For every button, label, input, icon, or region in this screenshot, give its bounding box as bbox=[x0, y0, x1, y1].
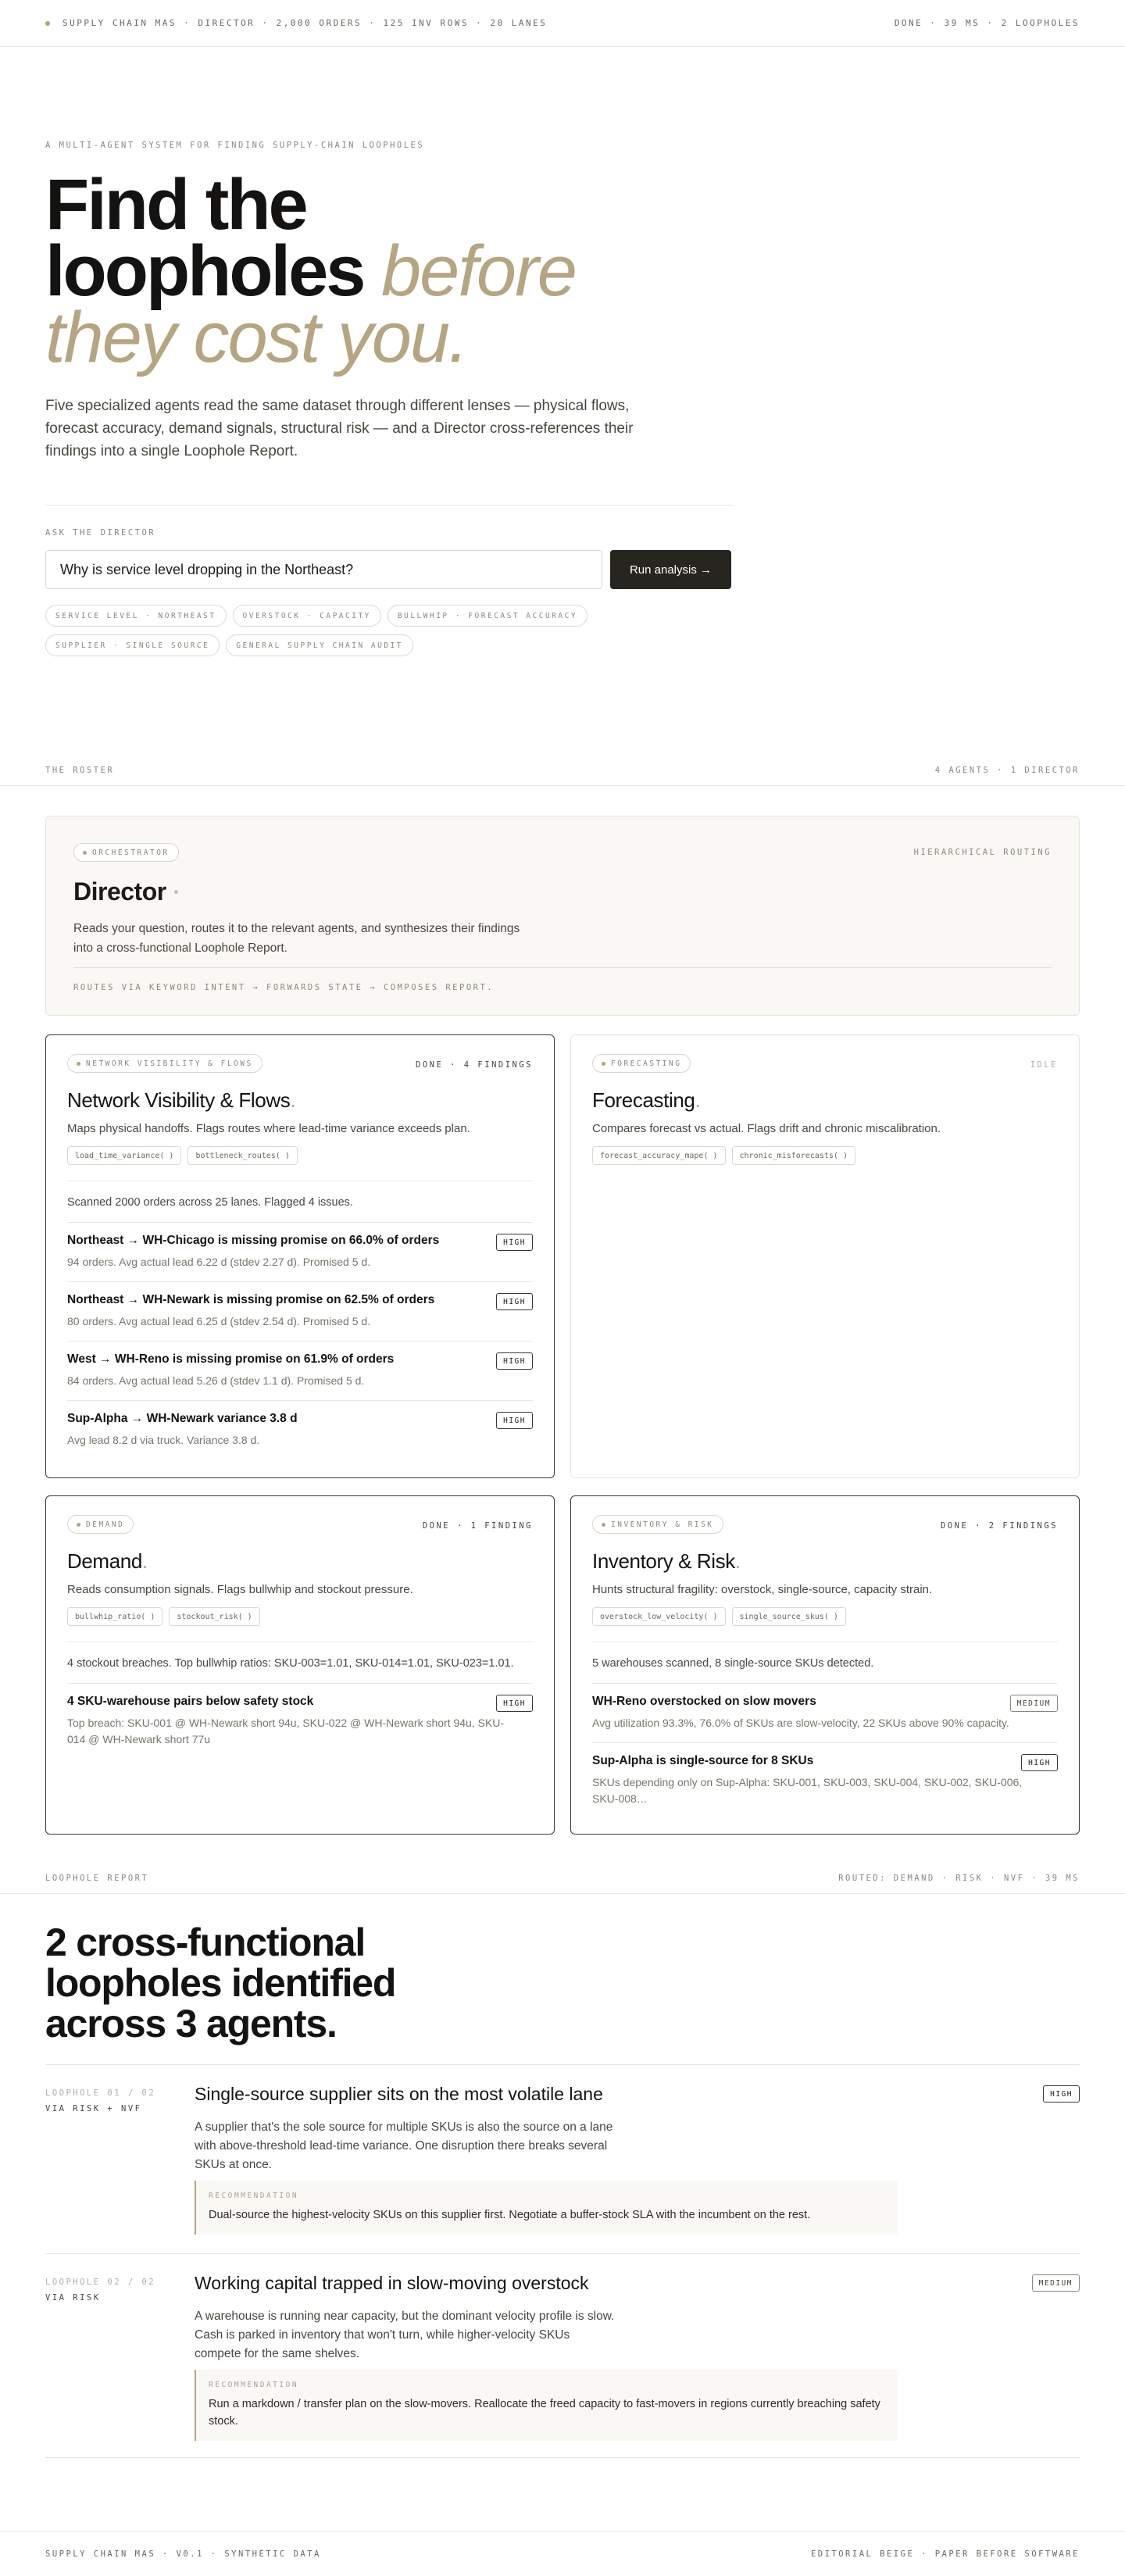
pill-dot-icon bbox=[602, 1523, 605, 1527]
agent-status: DONE · 1 FINDING bbox=[422, 1521, 533, 1531]
severity-badge: HIGH bbox=[1043, 2085, 1080, 2103]
tool-tag: bullwhip_ratio( ) bbox=[67, 1607, 162, 1626]
finding-item bbox=[67, 1281, 533, 1330]
hero-title-accent1: before bbox=[381, 231, 576, 311]
divider bbox=[45, 505, 733, 506]
tool-tag: forecast_accuracy_mape( ) bbox=[592, 1146, 726, 1165]
finding-body: SKUs depending only on Sup-Alpha: SKU-001, SKU-003, SKU-004, SKU-002, SKU-006, SKU-008… bbox=[592, 1776, 1023, 1805]
tool-tag: bottleneck_routes( ) bbox=[188, 1146, 297, 1165]
loophole-via: VIA RISK bbox=[45, 2293, 101, 2303]
pill-dot-icon bbox=[83, 851, 87, 855]
agent-summary: 4 stockout breaches. Top bullwhip ratios: SKU-003=1.01, SKU-014=1.01, SKU-023=1.01. bbox=[67, 1657, 514, 1670]
finding-body: Top breach: SKU-001 @ WH-Newark short 94u, SKU-022 @ WH-Newark short 94u, SKU-014 @ WH-Newark short 77u bbox=[67, 1717, 505, 1745]
agent-name-text: Network Visibility & Flows bbox=[67, 1088, 291, 1112]
agent-card-demand[interactable] bbox=[45, 1495, 555, 1835]
hero-title bbox=[45, 165, 748, 377]
run-analysis-button[interactable]: Run analysis → bbox=[610, 550, 731, 589]
agent-name: Network Visibility & Flows. bbox=[67, 1088, 296, 1112]
agent-card-inventory[interactable] bbox=[570, 1495, 1080, 1835]
orchestrator-pill-label: ORCHESTRATOR bbox=[92, 848, 170, 857]
agent-tools bbox=[592, 1146, 1058, 1165]
recommendation-label: RECOMMENDATION bbox=[209, 2192, 299, 2200]
loophole-title: Single-source supplier sits on the most volatile lane bbox=[195, 2084, 603, 2104]
severity-badge: MEDIUM bbox=[1010, 1695, 1058, 1712]
agent-pill-label: DEMAND bbox=[86, 1520, 125, 1529]
divider bbox=[45, 2457, 1080, 2458]
report-routed: ROUTED: DEMAND · RISK · NVF · 39 MS bbox=[838, 1873, 1080, 1883]
agent-tools bbox=[592, 1607, 1058, 1626]
agent-pill bbox=[592, 1515, 723, 1534]
pill-dot-icon bbox=[77, 1523, 80, 1527]
director-routing: HIERARCHICAL ROUTING bbox=[913, 848, 1052, 857]
finding-body: Avg utilization 93.3%, 76.0% of SKUs are slow-velocity, 22 SKUs above 90% capacity. bbox=[592, 1717, 1009, 1729]
agent-pill-label: FORECASTING bbox=[611, 1059, 682, 1068]
director-title bbox=[73, 877, 1052, 906]
agent-name-text: Forecasting bbox=[592, 1088, 695, 1112]
agent-summary: Scanned 2000 orders across 25 lanes. Flagged 4 issues. bbox=[67, 1196, 353, 1209]
orchestrator-pill bbox=[73, 843, 179, 862]
agent-description: Compares forecast vs actual. Flags drift and chronic miscalibration. bbox=[592, 1122, 941, 1135]
recommendation-text: Dual-source the highest-velocity SKUs on this supplier first. Negotiate a buffer-stock SLA with the incumbent on the rest. bbox=[209, 2209, 811, 2221]
finding-body: Avg lead 8.2 d via truck. Variance 3.8 d. bbox=[67, 1434, 260, 1446]
director-card bbox=[45, 816, 1080, 1016]
roster-count: 4 AGENTS · 1 DIRECTOR bbox=[934, 765, 1080, 775]
finding-title: Sup-Alpha → WH-Newark variance 3.8 d bbox=[67, 1412, 298, 1425]
status-dot-icon bbox=[45, 21, 50, 26]
finding-title: West → WH-Reno is missing promise on 61.9% of orders bbox=[67, 1352, 395, 1366]
loophole-number: LOOPHOLE 01 / 02 bbox=[45, 2088, 156, 2098]
finding-title: WH-Reno overstocked on slow movers bbox=[592, 1695, 816, 1708]
severity-badge: HIGH bbox=[496, 1234, 533, 1251]
hero-eyebrow: A MULTI-AGENT SYSTEM FOR FINDING SUPPLY-CHAIN LOOPHOLES bbox=[45, 141, 425, 150]
report-header bbox=[0, 1863, 1125, 1894]
finding-body: 94 orders. Avg actual lead 6.22 d (stdev 2.27 d). Promised 5 d. bbox=[67, 1256, 371, 1268]
recommendation-text: Run a markdown / transfer plan on the slow-movers. Reallocate the freed capacity to fast-movers in regions currently breaching safety stock. bbox=[209, 2398, 880, 2428]
tool-tag: single_source_skus( ) bbox=[732, 1607, 846, 1626]
chip-general-audit[interactable]: GENERAL SUPPLY CHAIN AUDIT bbox=[226, 634, 413, 656]
agent-name: Inventory & Risk. bbox=[592, 1549, 741, 1573]
agent-tools bbox=[67, 1607, 533, 1626]
severity-badge: HIGH bbox=[496, 1412, 533, 1429]
preset-chips bbox=[45, 605, 733, 656]
finding-item bbox=[67, 1683, 533, 1748]
tool-tag: overstock_low_velocity( ) bbox=[592, 1607, 726, 1626]
loophole-body: A warehouse is running near capacity, but the dominant velocity profile is slow. Cash is parked in inventory that won't turn, while higher-velocity SKUs compete for the same shelves. bbox=[195, 2310, 615, 2360]
severity-badge: HIGH bbox=[496, 1293, 533, 1310]
agent-card-nvf[interactable] bbox=[45, 1034, 555, 1478]
agent-description: Reads consumption signals. Flags bullwhip and stockout pressure. bbox=[67, 1583, 413, 1596]
hero bbox=[45, 141, 748, 650]
agent-status: DONE · 2 FINDINGS bbox=[941, 1521, 1058, 1531]
finding-item bbox=[592, 1683, 1058, 1731]
agent-summary: 5 warehouses scanned, 8 single-source SKUs detected. bbox=[592, 1657, 874, 1670]
agent-tools bbox=[67, 1146, 533, 1165]
agent-name-text: Demand bbox=[67, 1549, 142, 1573]
finding-title: 4 SKU-warehouse pairs below safety stock bbox=[67, 1695, 314, 1708]
agent-pill bbox=[67, 1515, 134, 1534]
recommendation-label: RECOMMENDATION bbox=[209, 2381, 299, 2389]
severity-badge: MEDIUM bbox=[1032, 2274, 1080, 2292]
severity-badge: HIGH bbox=[1021, 1754, 1058, 1771]
finding-item bbox=[67, 1341, 533, 1389]
loophole-body: A supplier that's the sole source for multiple SKUs is also the source on a lane with above-threshold lead-time variance. One disruption there breaks several SKUs at once. bbox=[195, 2120, 613, 2171]
divider bbox=[73, 967, 1052, 968]
finding-title: Northeast → WH-Newark is missing promise on 62.5% of orders bbox=[67, 1293, 435, 1306]
pill-dot-icon bbox=[602, 1062, 605, 1066]
agent-pill-label: INVENTORY & RISK bbox=[611, 1520, 714, 1529]
agent-pill bbox=[67, 1054, 262, 1073]
agent-status: IDLE bbox=[1030, 1060, 1058, 1070]
ask-label: ASK THE DIRECTOR bbox=[45, 528, 156, 538]
report-label: LOOPHOLE REPORT bbox=[45, 1873, 149, 1883]
agent-description: Maps physical handoffs. Flags routes where lead-time variance exceeds plan. bbox=[67, 1122, 470, 1135]
director-description: Reads your question, routes it to the relevant agents, and synthesizes their findings into a cross-functional Loophole Report. bbox=[73, 922, 520, 955]
loophole-item bbox=[45, 2064, 1080, 2253]
tool-tag: chronic_misforecasts( ) bbox=[732, 1146, 855, 1165]
pill-dot-icon bbox=[77, 1062, 80, 1066]
finding-item bbox=[592, 1742, 1058, 1807]
run-status: DONE · 39 MS · 2 LOOPHOLES bbox=[894, 18, 1080, 28]
footer-right: EDITORIAL BEIGE · PAPER BEFORE SOFTWARE bbox=[810, 2549, 1080, 2559]
tool-tag: load_time_variance( ) bbox=[67, 1146, 181, 1165]
top-bar bbox=[0, 0, 1125, 47]
recommendation bbox=[195, 2370, 898, 2441]
loophole-via: VIA RISK + NVF bbox=[45, 2104, 142, 2113]
finding-item bbox=[67, 1400, 533, 1449]
finding-body: 84 orders. Avg actual lead 5.26 d (stdev 1.1 d). Promised 5 d. bbox=[67, 1374, 365, 1387]
agent-pill bbox=[592, 1054, 691, 1073]
loophole-meta bbox=[45, 2085, 155, 2117]
question-input[interactable]: Why is service level dropping in the Northeast? bbox=[45, 550, 602, 589]
chip-supplier[interactable]: SUPPLIER · SINGLE SOURCE bbox=[45, 634, 220, 656]
agent-card-forecasting[interactable] bbox=[570, 1034, 1080, 1478]
agent-status: DONE · 4 FINDINGS bbox=[416, 1060, 533, 1070]
finding-body: 80 orders. Avg actual lead 6.25 d (stdev 2.54 d). Promised 5 d. bbox=[67, 1315, 371, 1327]
top-bar-summary: SUPPLY CHAIN MAS · DIRECTOR · 2,000 ORDERS · 125 INV ROWS · 20 LANES bbox=[62, 18, 548, 28]
agent-name-text: Inventory & Risk bbox=[592, 1549, 735, 1573]
chip-service-level[interactable]: SERVICE LEVEL · NORTHEAST bbox=[45, 605, 227, 627]
footer bbox=[0, 2531, 1125, 2576]
hero-title-accent2: they cost you. bbox=[45, 298, 467, 377]
loophole-title: Working capital trapped in slow-moving overstock bbox=[195, 2273, 589, 2293]
finding-item bbox=[67, 1222, 533, 1270]
finding-title: Sup-Alpha is single-source for 8 SKUs bbox=[592, 1754, 814, 1767]
agent-pill-label: NETWORK VISIBILITY & FLOWS bbox=[86, 1059, 253, 1068]
loophole-number: LOOPHOLE 02 / 02 bbox=[45, 2278, 156, 2287]
report-title: 2 cross-functional loopholes identified across 3 agents. bbox=[45, 1920, 396, 2045]
director-routes: ROUTES VIA KEYWORD INTENT → FORWARDS STATE → COMPOSES REPORT. bbox=[73, 983, 495, 992]
status-dot-icon bbox=[174, 890, 178, 894]
loophole-meta bbox=[45, 2274, 155, 2306]
severity-badge: HIGH bbox=[496, 1695, 533, 1712]
roster-header bbox=[0, 755, 1125, 786]
severity-badge: HIGH bbox=[496, 1352, 533, 1370]
tool-tag: stockout_risk( ) bbox=[169, 1607, 259, 1626]
hero-title-line1: Find the bbox=[45, 165, 306, 245]
agent-description: Hunts structural fragility: overstock, single-source, capacity strain. bbox=[592, 1583, 933, 1596]
agent-name: Demand. bbox=[67, 1549, 148, 1573]
director-title-text: Director bbox=[73, 877, 166, 906]
agent-name: Forecasting. bbox=[592, 1088, 701, 1112]
loophole-item bbox=[45, 2253, 1080, 2458]
roster-label: THE ROSTER bbox=[45, 765, 115, 775]
finding-title: Northeast → WH-Chicago is missing promise on 66.0% of orders bbox=[67, 1234, 440, 1247]
hero-lede: Five specialized agents read the same dataset through different lenses — physical flows, forecast accuracy, demand signals, structural risk — and a Director cross-references their findings into a single Loophole Report. bbox=[45, 398, 634, 459]
hero-title-line2: loopholes bbox=[45, 231, 364, 311]
chip-overstock[interactable]: OVERSTOCK · CAPACITY bbox=[233, 605, 381, 627]
footer-left: SUPPLY CHAIN MAS · V0.1 · SYNTHETIC DATA bbox=[45, 2549, 321, 2559]
chip-bullwhip[interactable]: BULLWHIP · FORECAST ACCURACY bbox=[388, 605, 588, 627]
recommendation bbox=[195, 2181, 898, 2235]
